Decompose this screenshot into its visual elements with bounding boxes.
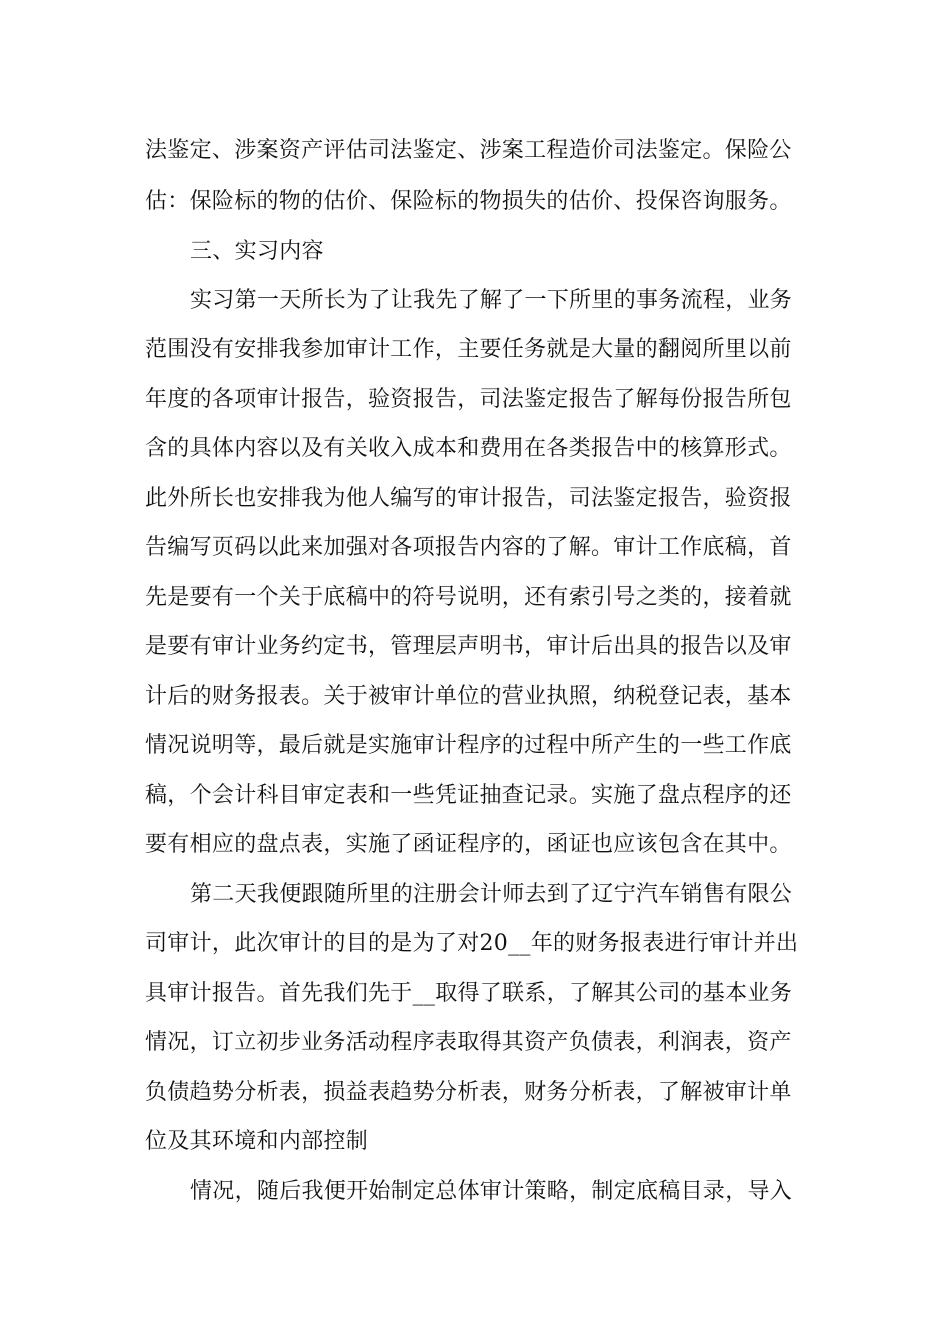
text-line: 负债趋势分析表，损益表趋势分析表，财务分析表，了解被审计单 (145, 1080, 792, 1105)
text-line: 具审计报告。首先我们先于__取得了联系，了解其公司的基本业务 (145, 981, 793, 1006)
text-line: 是要有审计业务约定书，管理层声明书，审计后出具的报告以及审 (145, 634, 792, 659)
text-line: 稿，个会计科目审定表和一些凭证抽查记录。实施了盘点程序的还 (145, 783, 792, 808)
text-line: 情况，随后我便开始制定总体审计策略，制定底稿目录，导入 (190, 1179, 793, 1204)
text-line: 年度的各项审计报告，验资报告，司法鉴定报告了解每份报告所包 (145, 387, 792, 412)
text-line: 要有相应的盘点表，实施了函证程序的，函证也应该包含在其中。 (145, 832, 792, 857)
text-line: 范围没有安排我参加审计工作，主要任务就是大量的翻阅所里以前 (145, 337, 792, 362)
text-line: 法鉴定、涉案资产评估司法鉴定、涉案工程造价司法鉴定。保险公 (145, 138, 792, 163)
text-line: 情况说明等，最后就是实施审计程序的过程中所产生的一些工作底 (145, 733, 792, 758)
text-line: 告编写页码以此来加强对各项报告内容的了解。审计工作底稿，首 (145, 535, 792, 560)
text-line: 计后的财务报表。关于被审计单位的营业执照，纳税登记表，基本 (145, 684, 792, 709)
text-line: 实习第一天所长为了让我先了解了一下所里的事务流程，业务 (190, 288, 793, 313)
text-line: 先是要有一个关于底稿中的符号说明，还有索引号之类的，接着就 (145, 585, 792, 610)
text-line: 情况，订立初步业务活动程序表取得其资产负债表，利润表，资产 (145, 1030, 792, 1055)
section-heading: 三、实习内容 (190, 239, 324, 264)
text-line: 此外所长也安排我为他人编写的审计报告，司法鉴定报告，验资报 (145, 486, 792, 511)
text-line: 第二天我便跟随所里的注册会计师去到了辽宁汽车销售有限公 (190, 882, 793, 907)
text-line: 位及其环境和内部控制 (145, 1129, 369, 1154)
text-line: 含的具体内容以及有关收入成本和费用在各类报告中的核算形式。 (145, 436, 792, 461)
text-line: 估：保险标的物的估价、保险标的物损失的估价、投保咨询服务。 (145, 189, 792, 214)
text-line: 司审计，此次审计的目的是为了对20__年的财务报表进行审计并出 (145, 931, 799, 956)
